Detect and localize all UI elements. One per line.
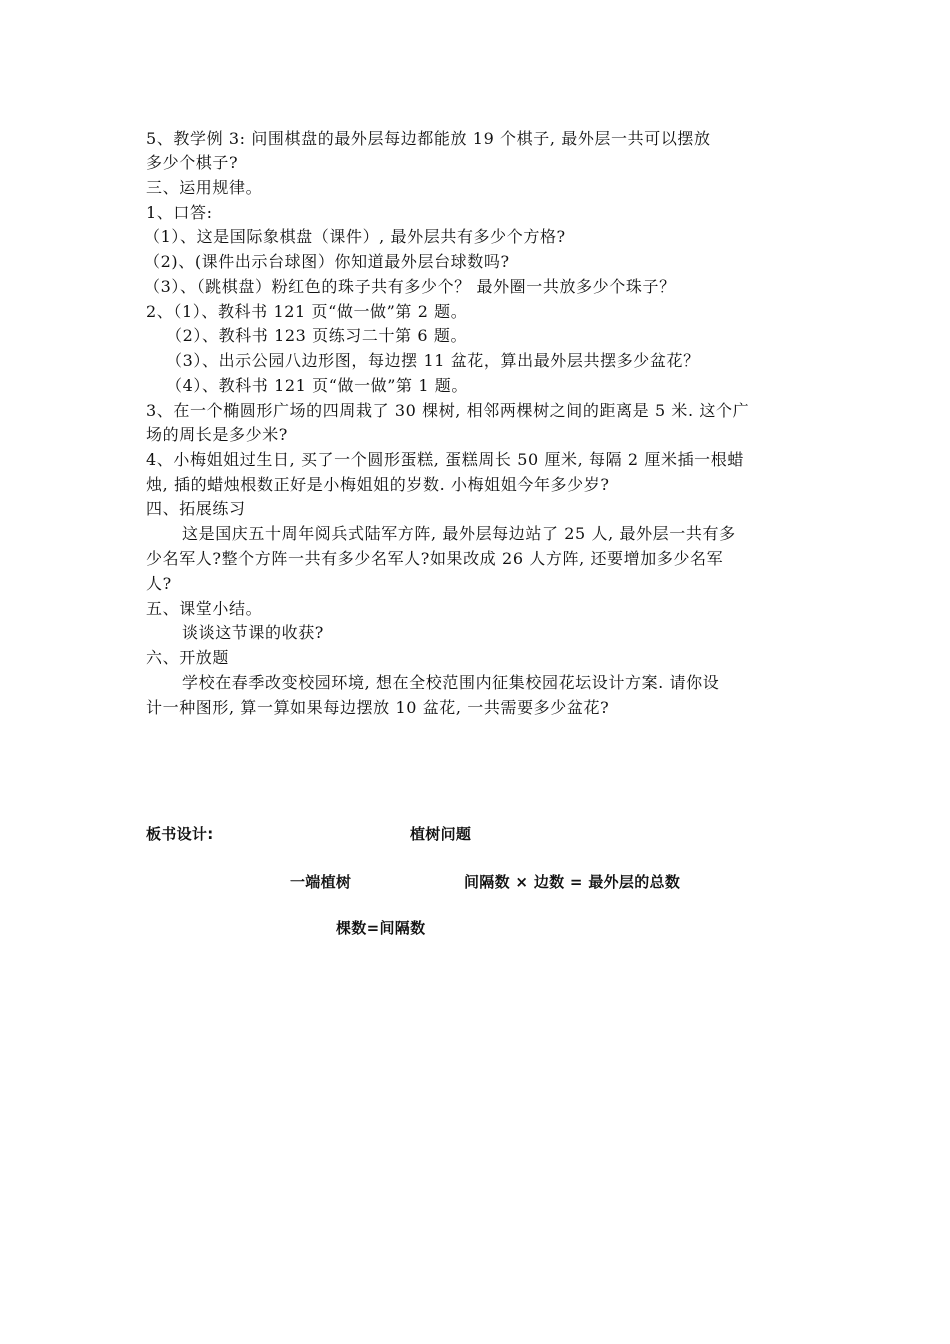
example-3-line-2: 多少个棋子? — [146, 153, 239, 172]
extension-line-1: 这是国庆五十周年阅兵式陆军方阵, 最外层每边站了 25 人, 最外层一共有多 — [182, 524, 736, 543]
open-question-line-1: 学校在春季改变校园环境, 想在全校范围内征集校园花坛设计方案. 请你设 — [182, 673, 720, 692]
section-6-heading: 六、开放题 — [146, 648, 230, 667]
exercise-2-item-4: （4）、教科书 121 页“做一做”第 1 题。 — [166, 376, 469, 395]
exercise-2-item-2: （2）、教科书 123 页练习二十第 6 题。 — [166, 326, 468, 345]
summary-line: 谈谈这节课的收获? — [182, 623, 324, 642]
board-title: 植树问题 — [410, 825, 472, 843]
problem-4-line-2: 烛, 插的蜡烛根数正好是小梅姐姐的岁数. 小梅姐姐今年多少岁? — [146, 475, 610, 494]
oral-answer-heading: 1、口答: — [146, 203, 213, 222]
section-5-heading: 五、课堂小结。 — [146, 599, 263, 618]
extension-line-3: 人? — [146, 574, 172, 593]
board-left-label: 一端植树 — [290, 873, 352, 891]
exercise-2-item-3: （3）、出示公园八边形图，每边摆 11 盆花，算出最外层共摆多少盆花？ — [166, 351, 700, 370]
extension-line-2: 少名军人?整个方阵一共有多少名军人?如果改成 26 人方阵, 还要增加多少名军 — [146, 549, 724, 568]
example-3-line-1: 5、教学例 3: 问围棋盘的最外层每边都能放 19 个棋子, 最外层一共可以摆放 — [146, 129, 711, 148]
board-formula: 间隔数 × 边数 = 最外层的总数 — [464, 873, 681, 891]
open-question-line-2: 计一种图形, 算一算如果每边摆放 10 盆花, 一共需要多少盆花? — [146, 698, 610, 717]
section-3-heading: 三、运用规律。 — [146, 178, 263, 197]
oral-item-1: （1）、这是国际象棋盘（课件）, 最外层共有多少个方格? — [144, 227, 566, 246]
oral-item-2: （2)、(课件出示台球图）你知道最外层台球数吗? — [144, 252, 510, 271]
problem-4-line-1: 4、小梅姐姐过生日, 买了一个圆形蛋糕, 蛋糕周长 50 厘米, 每隔 2 厘米插一根蜡 — [146, 450, 744, 469]
problem-3-line-2: 场的周长是多少米? — [146, 425, 288, 444]
exercise-2-item-1: 2、（1）、教科书 121 页“做一做”第 2 题。 — [146, 302, 468, 321]
oral-item-3: （3）、（跳棋盘）粉红色的珠子共有多少个？ 最外圈一共放多少个珠子？ — [144, 277, 676, 296]
problem-3-line-1: 3、在一个椭圆形广场的四周栽了 30 棵树, 相邻两棵树之间的距离是 5 米. 这个广 — [146, 401, 750, 420]
board-bottom-formula: 棵数=间隔数 — [336, 919, 426, 937]
section-4-heading: 四、拓展练习 — [146, 499, 246, 518]
board-design-label: 板书设计: — [146, 825, 214, 843]
